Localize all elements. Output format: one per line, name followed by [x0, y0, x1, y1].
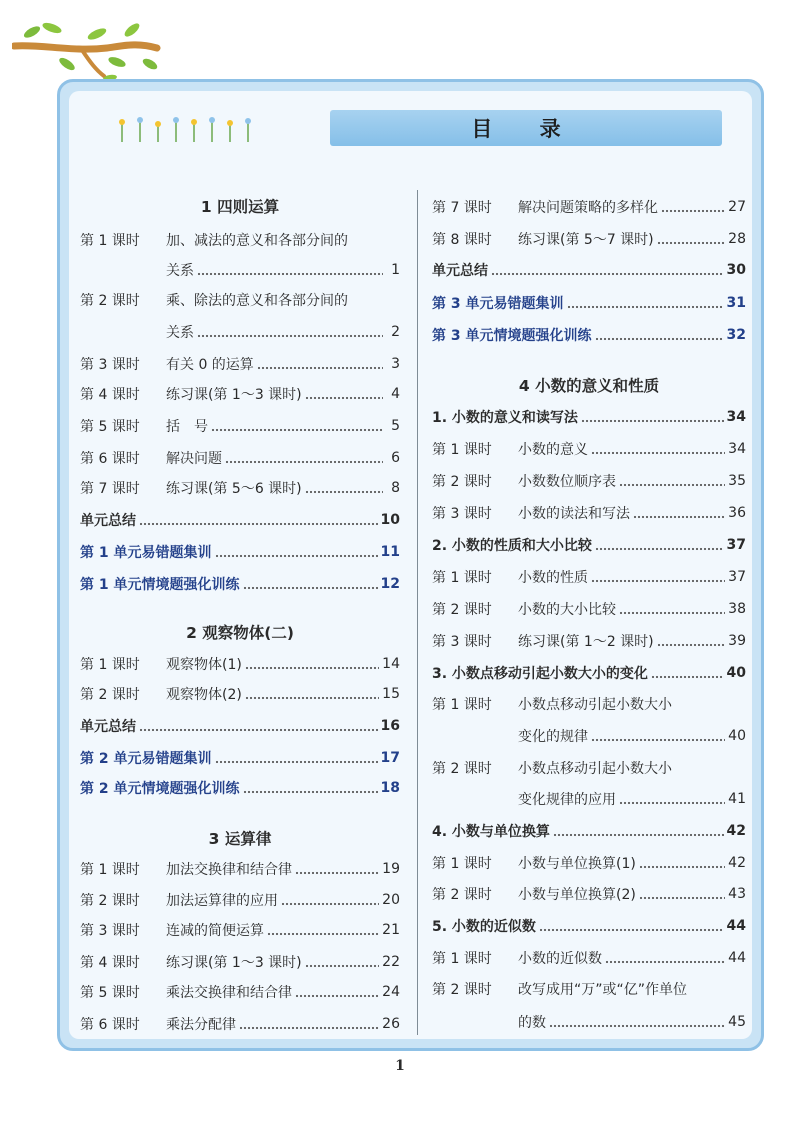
unit-heading: 3 运算律	[208, 830, 272, 848]
leader-dots	[651, 666, 724, 680]
lesson-label: 第 5 课时	[80, 419, 140, 435]
entry-title: 第 2 单元情境题强化训练	[80, 781, 240, 797]
leader-dots	[549, 1015, 725, 1029]
leader-dots	[281, 893, 379, 907]
entry-title: 小数的性质	[518, 570, 588, 586]
page-ref: 19	[382, 861, 400, 877]
entry-title: 小数点移动引起小数大小	[518, 697, 672, 713]
entry-title: 乘、除法的意义和各部分间的	[166, 293, 348, 309]
page-ref: 42	[728, 855, 746, 871]
leader-dots	[245, 657, 379, 671]
page-ref: 26	[382, 1016, 400, 1032]
toc-practice-entry[interactable]	[80, 540, 400, 564]
toc-lesson-entry[interactable]	[80, 414, 400, 438]
page-ref: 22	[382, 954, 400, 970]
leader-dots	[553, 824, 724, 838]
unit-heading: 2 观察物体(二)	[186, 624, 294, 642]
leader-dots	[639, 856, 725, 870]
page-ref: 17	[380, 750, 400, 766]
toc-practice-entry[interactable]	[432, 291, 746, 315]
page-ref: 38	[728, 601, 746, 617]
lesson-label: 第 6 课时	[80, 451, 140, 467]
entry-title: 改写成用“万”或“亿”作单位	[518, 982, 688, 998]
lesson-label: 第 2 课时	[80, 293, 140, 309]
entry-title: 练习课(第 1～3 课时)	[166, 955, 302, 971]
leader-dots	[215, 751, 378, 765]
entry-title: 第 2 单元易错题集训	[80, 751, 212, 767]
lesson-label: 第 2 课时	[80, 687, 140, 703]
leader-dots	[295, 862, 379, 876]
leader-dots	[197, 263, 383, 277]
entry-title: 练习课(第 1～2 课时)	[518, 634, 654, 650]
leader-dots	[619, 602, 725, 616]
entry-title: 变化的规律	[518, 729, 588, 745]
page-ref: 15	[382, 686, 400, 702]
leader-dots	[639, 887, 725, 901]
page-ref: 37	[726, 537, 746, 553]
toc-section-entry[interactable]	[432, 533, 746, 557]
lesson-label: 第 3 课时	[432, 634, 492, 650]
entry-title: 小数的大小比较	[518, 602, 616, 618]
page-ref: 31	[726, 295, 746, 311]
entry-title: 变化规律的应用	[518, 792, 616, 808]
entry-title: 括 号	[166, 419, 208, 435]
lesson-label: 第 2 课时	[432, 474, 492, 490]
toc-lesson-entry[interactable]	[80, 352, 400, 376]
leader-dots	[661, 200, 725, 214]
toc-lesson-entry[interactable]	[432, 977, 746, 1001]
entry-title: 单元总结	[80, 719, 136, 735]
page-ref: 5	[391, 418, 400, 434]
lesson-label: 第 8 课时	[432, 232, 492, 248]
toc-lesson-entry[interactable]	[80, 918, 400, 942]
entry-title: 4. 小数与单位换算	[432, 824, 550, 840]
leader-dots	[633, 506, 725, 520]
entry-title: 加法交换律和结合律	[166, 862, 292, 878]
toc-lesson-entry[interactable]	[80, 857, 400, 881]
lesson-label: 第 7 课时	[80, 481, 140, 497]
page-ref: 39	[728, 633, 746, 649]
entry-title: 解决问题策略的多样化	[518, 200, 658, 216]
leader-dots	[197, 325, 383, 339]
toc-lesson-entry[interactable]	[80, 288, 400, 312]
toc-lesson-entry[interactable]	[80, 950, 400, 974]
toc-section-entry[interactable]	[432, 819, 746, 843]
lesson-label: 第 2 课时	[432, 761, 492, 777]
lesson-label: 第 1 课时	[432, 442, 492, 458]
entry-title: 连减的简便运算	[166, 923, 264, 939]
page-ref: 28	[728, 231, 746, 247]
page-ref: 18	[380, 780, 400, 796]
entry-title: 小数与单位换算(2)	[518, 887, 636, 903]
entry-title: 的数	[518, 1015, 546, 1031]
toc-lesson-entry[interactable]	[80, 382, 400, 406]
leader-dots	[215, 545, 378, 559]
toc-lesson-entry[interactable]	[80, 682, 400, 706]
page-ref: 11	[380, 544, 400, 560]
page-ref: 42	[726, 823, 746, 839]
lesson-label: 第 5 课时	[80, 985, 140, 1001]
toc-lesson-entry[interactable]	[432, 501, 746, 525]
plants-decoration	[112, 112, 262, 147]
lesson-label: 第 1 课时	[80, 862, 140, 878]
entry-title: 1. 小数的意义和读写法	[432, 410, 578, 426]
lesson-label: 第 1 课时	[80, 233, 140, 249]
entry-title: 3. 小数点移动引起小数大小的变化	[432, 666, 648, 682]
leader-dots	[539, 919, 724, 933]
lesson-label: 第 3 课时	[432, 506, 492, 522]
entry-title: 2. 小数的性质和大小比较	[432, 538, 592, 554]
lesson-label: 第 3 课时	[80, 923, 140, 939]
lesson-label: 第 3 课时	[80, 357, 140, 373]
unit-heading: 4 小数的意义和性质	[518, 377, 660, 395]
leader-dots	[305, 955, 380, 969]
toc-lesson-entry[interactable]	[80, 652, 400, 676]
page-ref: 36	[728, 505, 746, 521]
page-ref: 44	[728, 950, 746, 966]
leader-dots	[211, 419, 383, 433]
lesson-label: 第 7 课时	[432, 200, 492, 216]
entry-title: 观察物体(1)	[166, 657, 242, 673]
entry-title: 小数与单位换算(1)	[518, 856, 636, 872]
page-ref: 41	[728, 791, 746, 807]
leader-dots	[595, 538, 724, 552]
leader-dots	[295, 985, 379, 999]
lesson-label: 第 2 课时	[80, 893, 140, 909]
page-ref: 12	[380, 576, 400, 592]
page-ref: 10	[380, 512, 400, 528]
entry-title: 单元总结	[432, 263, 488, 279]
toc-entry-continuation[interactable]	[80, 258, 400, 282]
page-ref: 40	[726, 665, 746, 681]
page-ref: 21	[382, 922, 400, 938]
page-ref: 32	[726, 327, 746, 343]
toc-lesson-entry[interactable]	[432, 756, 746, 780]
page-number: 1	[395, 1058, 405, 1074]
page-ref: 45	[728, 1014, 746, 1030]
lesson-label: 第 1 课时	[432, 697, 492, 713]
page-ref: 14	[382, 656, 400, 672]
toc-entry-continuation[interactable]	[80, 320, 400, 344]
toc-lesson-entry[interactable]	[432, 597, 746, 621]
leader-dots	[243, 781, 378, 795]
page-ref: 20	[382, 892, 400, 908]
leader-dots	[605, 951, 725, 965]
toc-lesson-entry[interactable]	[432, 851, 746, 875]
entry-title: 观察物体(2)	[166, 687, 242, 703]
entry-title: 小数数位顺序表	[518, 474, 616, 490]
leader-dots	[257, 357, 383, 371]
leader-dots	[491, 263, 724, 277]
page-ref: 4	[391, 386, 400, 402]
page-ref: 24	[382, 984, 400, 1000]
page-ref: 37	[728, 569, 746, 585]
toc-lesson-entry[interactable]	[80, 446, 400, 470]
leader-dots	[243, 577, 378, 591]
toc-section-entry[interactable]	[432, 405, 746, 429]
page-ref: 1	[391, 262, 400, 278]
page-ref: 8	[391, 480, 400, 496]
toc-lesson-entry[interactable]	[432, 437, 746, 461]
leader-dots	[567, 296, 724, 310]
toc-lesson-entry[interactable]	[80, 228, 400, 252]
toc-practice-entry[interactable]	[80, 776, 400, 800]
toc-summary-entry[interactable]	[432, 258, 746, 282]
toc-lesson-entry[interactable]	[432, 629, 746, 653]
leader-dots	[591, 442, 725, 456]
leader-dots	[245, 687, 379, 701]
leader-dots	[305, 387, 383, 401]
leader-dots	[619, 474, 725, 488]
toc-practice-entry[interactable]	[80, 572, 400, 596]
entry-title: 有关 0 的运算	[166, 357, 254, 373]
lesson-label: 第 4 课时	[80, 387, 140, 403]
page-ref: 2	[391, 324, 400, 340]
toc-practice-entry[interactable]	[80, 746, 400, 770]
leader-dots	[581, 410, 724, 424]
leader-dots	[139, 719, 378, 733]
leader-dots	[305, 481, 383, 495]
lesson-label: 第 4 课时	[80, 955, 140, 971]
toc-section-entry[interactable]	[432, 661, 746, 685]
leader-dots	[619, 792, 725, 806]
entry-title: 小数的意义	[518, 442, 588, 458]
lesson-label: 第 6 课时	[80, 1017, 140, 1033]
leader-dots	[239, 1017, 379, 1031]
toc-lesson-entry[interactable]	[80, 980, 400, 1004]
leader-dots	[591, 570, 725, 584]
entry-title: 加、减法的意义和各部分间的	[166, 233, 348, 249]
leader-dots	[591, 729, 725, 743]
lesson-label: 第 1 课时	[80, 657, 140, 673]
lesson-label: 第 1 课时	[432, 951, 492, 967]
page-ref: 44	[726, 918, 746, 934]
toc-lesson-entry[interactable]	[432, 882, 746, 906]
toc-summary-entry[interactable]	[80, 508, 400, 532]
lesson-label: 第 2 课时	[432, 982, 492, 998]
toc-lesson-entry[interactable]	[432, 227, 746, 251]
page-ref: 35	[728, 473, 746, 489]
lesson-label: 第 1 课时	[432, 856, 492, 872]
leader-dots	[657, 634, 726, 648]
toc-summary-entry[interactable]	[80, 714, 400, 738]
leader-dots	[225, 451, 383, 465]
entry-title: 练习课(第 5～7 课时)	[518, 232, 654, 248]
page-ref: 27	[728, 199, 746, 215]
page-ref: 30	[726, 262, 746, 278]
entry-title: 练习课(第 1～3 课时)	[166, 387, 302, 403]
entry-title: 小数点移动引起小数大小	[518, 761, 672, 777]
lesson-label: 第 1 课时	[432, 570, 492, 586]
toc-lesson-entry[interactable]	[432, 692, 746, 716]
entry-title: 加法运算律的应用	[166, 893, 278, 909]
leader-dots	[595, 328, 724, 342]
entry-title: 关系	[166, 263, 194, 279]
lesson-label: 第 2 课时	[432, 602, 492, 618]
column-divider	[417, 190, 418, 1035]
entry-title: 小数的近似数	[518, 951, 602, 967]
page-ref: 16	[380, 718, 400, 734]
lesson-label: 第 2 课时	[432, 887, 492, 903]
entry-title: 解决问题	[166, 451, 222, 467]
page-ref: 34	[726, 409, 746, 425]
toc-entry-continuation[interactable]	[432, 787, 746, 811]
leader-dots	[139, 513, 378, 527]
entry-title: 第 1 单元情境题强化训练	[80, 577, 240, 593]
toc-entry-continuation[interactable]	[432, 1010, 746, 1034]
leader-dots	[267, 923, 379, 937]
entry-title: 第 3 单元易错题集训	[432, 296, 564, 312]
toc-practice-entry[interactable]	[432, 323, 746, 347]
entry-title: 乘法分配律	[166, 1017, 236, 1033]
entry-title: 练习课(第 5～6 课时)	[166, 481, 302, 497]
toc-section-entry[interactable]	[432, 914, 746, 938]
toc-lesson-entry[interactable]	[432, 195, 746, 219]
entry-title: 5. 小数的近似数	[432, 919, 536, 935]
toc-lesson-entry[interactable]	[80, 888, 400, 912]
page-ref: 43	[728, 886, 746, 902]
unit-heading: 1 四则运算	[200, 198, 280, 216]
entry-title: 第 1 单元易错题集训	[80, 545, 212, 561]
entry-title: 第 3 单元情境题强化训练	[432, 328, 592, 344]
toc-lesson-entry[interactable]	[80, 476, 400, 500]
toc-lesson-entry[interactable]	[80, 1012, 400, 1036]
toc-lesson-entry[interactable]	[432, 565, 746, 589]
toc-title: 目 录	[330, 110, 722, 146]
entry-title: 乘法交换律和结合律	[166, 985, 292, 1001]
page-ref: 3	[391, 356, 400, 372]
page-ref: 34	[728, 441, 746, 457]
toc-lesson-entry[interactable]	[432, 946, 746, 970]
entry-title: 单元总结	[80, 513, 136, 529]
branch-decoration	[12, 12, 162, 82]
page-ref: 40	[728, 728, 746, 744]
page-ref: 6	[391, 450, 400, 466]
entry-title: 关系	[166, 325, 194, 341]
leader-dots	[657, 232, 726, 246]
entry-title: 小数的读法和写法	[518, 506, 630, 522]
toc-lesson-entry[interactable]	[432, 469, 746, 493]
toc-entry-continuation[interactable]	[432, 724, 746, 748]
